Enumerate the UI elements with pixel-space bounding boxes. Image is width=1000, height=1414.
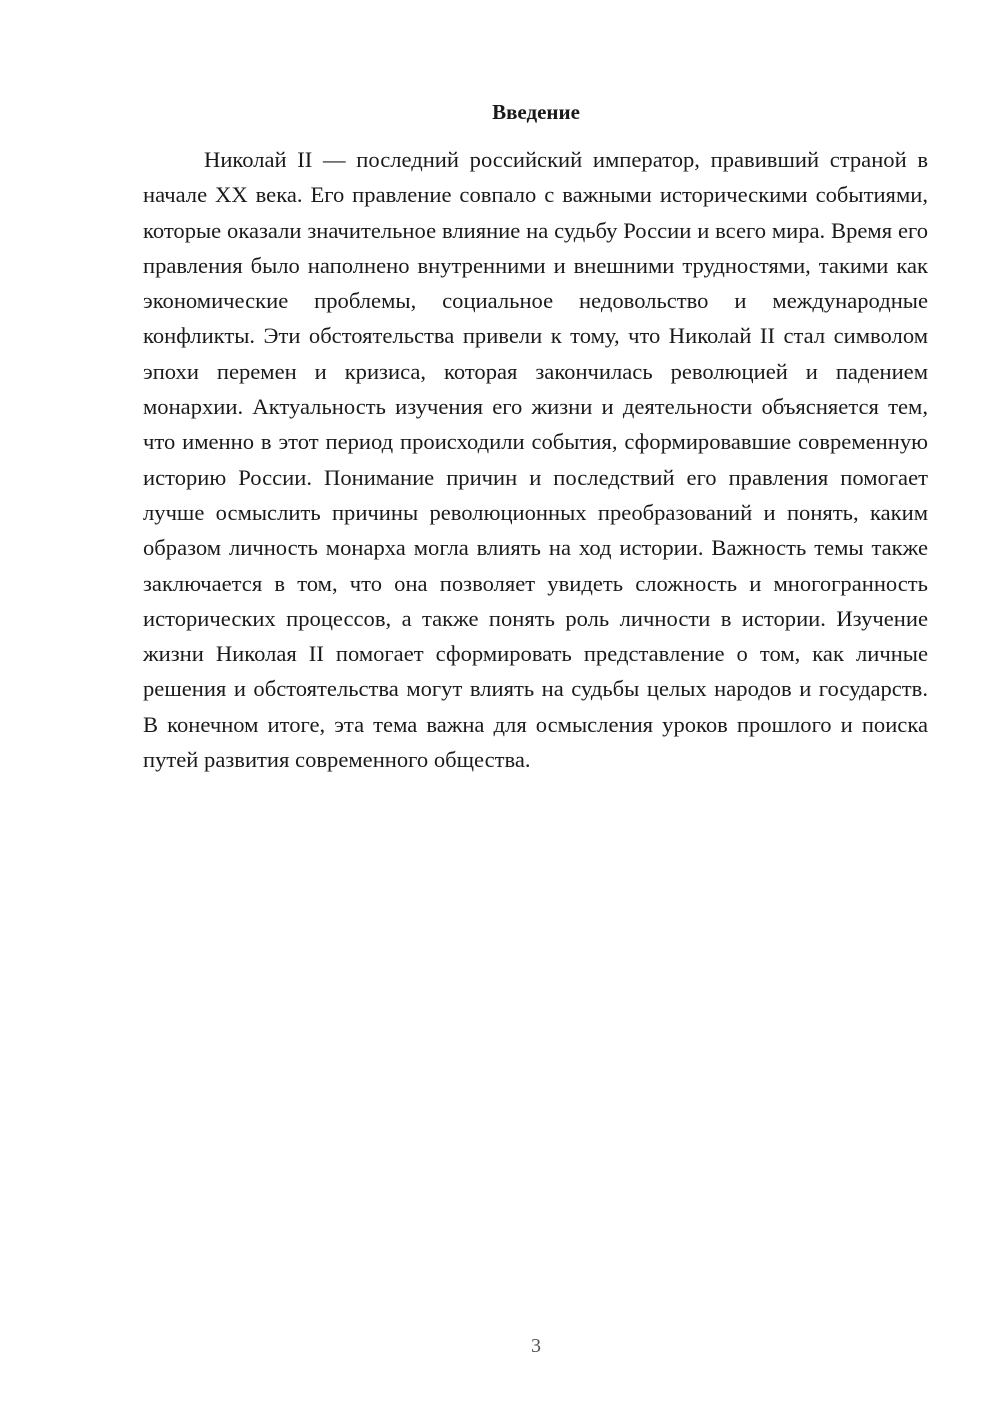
body-paragraph: Николай II — последний российский император, правивший страной в начале XX века. Его правление совпало с важными историческими событиями, которые оказали значительное влияние на судьбу России и всего мира. Время его правления было наполнено внутренними и внешними трудностями, такими как экономические проблемы, социальное недовольство и международные конфликты. Эти обстоятельства привели к тому, что Николай II стал символом эпохи перемен и кризиса, которая закончилась революцией и падением монархии. Актуальность изучения его жизни и деятельности объясняется тем, что именно в этот период происходили события, сформировавшие современную историю России. Понимание причин и последствий его правления помогает лучше осмыслить причины революционных преобразований и понять, каким образом личность монарха могла влиять на ход истории. Важность темы также заключается в том, что она позволяет увидеть сложность и многогранность исторических процессов, а также понять роль личности в истории. Изучение жизни Николая II помогает сформировать представление о том, как личные решения и обстоятельства могут влиять на судьбы целых народов и государств. В конечном итоге, эта тема важна для осмысления уроков прошлого и поиска путей развития современного общества. <box>143 147 928 773</box>
section-heading: Введение <box>492 100 580 124</box>
page-number: 3 <box>531 1335 541 1357</box>
